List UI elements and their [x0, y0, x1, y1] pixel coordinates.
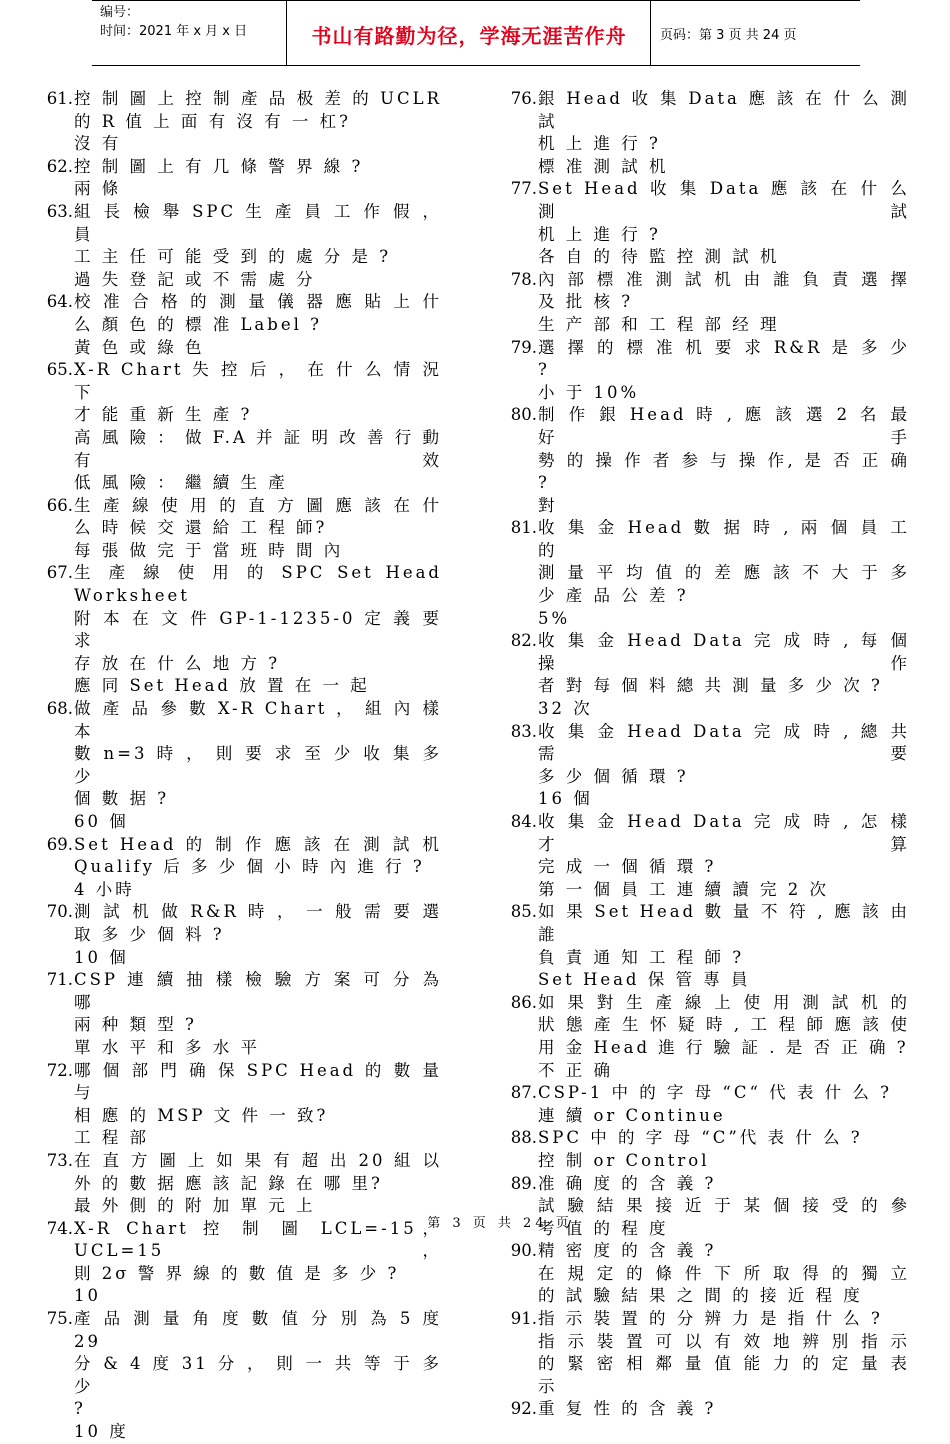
answer-line: 不 正 确 [538, 1060, 613, 1080]
answer-line: 第 一 個 員 工 連 續 讀 完 2 次 [538, 879, 829, 899]
qa-item [506, 1082, 910, 1127]
question-number: 74. [46, 1218, 73, 1238]
answer-line: 10 度 [74, 1422, 129, 1442]
qa-item [42, 201, 442, 291]
question-line: CSP-1 中 的 字 母 “C“ 代 表 什 么 ? [538, 1083, 892, 1103]
answer-line: 工 程 部 [74, 1128, 149, 1148]
page-header [92, 0, 860, 66]
qa-item [506, 517, 910, 630]
question-line: 用 金 Head 進 行 驗 証 . 是 否 正 确 ? [538, 1037, 909, 1057]
answer-line: 示 [538, 1376, 558, 1396]
question-line: 收 集 金 Head Data 完 成 時 , 怎 樣 才 算 [538, 812, 910, 854]
answer-line: 試 驗 結 果 接 近 于 某 個 接 受 的 參 [538, 1196, 910, 1216]
question-line: 銀 Head 收 集 Data 應 該 在 什 么 測 試 [538, 89, 910, 131]
header-meta [100, 3, 247, 41]
question-line: 多 少 個 循 環 ? [538, 766, 689, 786]
question-number: 92. [510, 1399, 537, 1419]
qa-item [42, 88, 442, 156]
answer-line: 考 值 的 程 度 [538, 1218, 669, 1238]
qa-item [42, 562, 442, 698]
qa-item [506, 901, 910, 991]
question-number: 79. [510, 337, 537, 357]
answer-line: Set Head 保 管 專 員 [538, 970, 751, 990]
qa-item [506, 1308, 910, 1398]
question-number: 77. [510, 179, 537, 199]
qa-item [506, 992, 910, 1082]
answer-line: 5% [538, 608, 571, 628]
question-number: 67. [46, 563, 73, 583]
qa-item [42, 834, 442, 902]
qa-item [42, 1308, 442, 1444]
answer-line: 兩 條 [74, 179, 122, 199]
question-line: 者 對 每 個 料 總 共 測 量 多 少 次 ? [538, 676, 883, 696]
qa-item [506, 811, 910, 901]
answer-line: 低 風 險 ： 繼 續 生 產 [74, 473, 288, 493]
answer-line: 60 個 [74, 812, 129, 831]
qa-item [42, 1150, 442, 1218]
answer-line: 各 自 的 待 監 控 測 試 机 [538, 247, 780, 267]
question-line: 控 制 圖 上 控 制 產 品 极 差 的 UCLR [74, 89, 442, 108]
question-line: 附 本 在 文 件 GP-1-1235-0 定 義 要 求 [74, 608, 442, 651]
question-number: 83. [510, 721, 537, 741]
question-line: 外 的 數 据 應 該 記 錄 在 哪 里? [74, 1173, 383, 1193]
qa-item [506, 1398, 910, 1421]
question-line: 校 准 合 格 的 測 量 儀 器 應 貼 上 什 [74, 292, 442, 312]
question-line: 在 直 方 圖 上 如 果 有 超 出 20 組 以 [74, 1150, 442, 1170]
question-line: 產 品 測 量 角 度 數 值 分 別 為 5 度 29 [74, 1309, 442, 1351]
answer-line: 10 [74, 1286, 101, 1306]
question-number: 81. [510, 518, 537, 538]
left-column [42, 88, 442, 1444]
question-number: 87. [510, 1083, 537, 1103]
qa-item [42, 969, 442, 1059]
question-line: 完 成 一 個 循 環 ? [538, 857, 717, 877]
question-number: 69. [46, 834, 73, 854]
answer-line: 小 于 10% [538, 382, 640, 402]
question-line: 如 果 Set Head 數 量 不 符 , 應 該 由 誰 [538, 902, 910, 944]
question-line: 才 能 重 新 生 產 ? [74, 405, 253, 425]
question-number: 73. [46, 1150, 73, 1170]
header-divider [286, 0, 287, 66]
question-line: 內 部 標 准 測 試 机 由 誰 負 責 選 擇 [538, 269, 910, 289]
answer-line: 16 個 [538, 789, 593, 809]
answer-line: 生 产 部 和 工 程 部 经 理 [538, 314, 780, 334]
answer-line: 的 試 驗 結 果 之 間 的 接 近 程 度 [538, 1286, 863, 1306]
motto: 书山有路勤为径，学海无涯苦作舟 [311, 24, 627, 48]
question-line: 收 集 金 Head Data 完 成 時 , 每 個 操 作 [538, 631, 910, 673]
answer-line: 在 規 定 的 條 件 下 所 取 得 的 獨 立 [538, 1263, 910, 1283]
question-line: X-R Chart 失 控 后 ， 在 什 么 情 況 下 [74, 360, 442, 402]
answer-line: 單 水 平 和 多 水 平 [74, 1037, 260, 1057]
question-line: 生 產 線 使 用 的 直 方 圖 應 該 在 什 [74, 495, 442, 515]
answer-line: 沒 有 [74, 134, 122, 154]
question-line: 做 產 品 參 數 X-R Chart ， 組 內 樣 本 [74, 699, 442, 741]
question-line: 重 复 性 的 含 義 ? [538, 1399, 717, 1419]
question-line: Set Head 收 集 Data 應 該 在 什 么 測 試 [538, 179, 910, 221]
question-line: 机 上 進 行 ? [538, 134, 661, 154]
question-line: 如 果 對 生 產 線 上 使 用 測 試 机 的 [538, 992, 910, 1012]
question-line: 測 試 机 做 R&R 時 ， 一 般 需 要 選 [74, 902, 442, 922]
question-number: 90. [510, 1241, 537, 1261]
question-line: 生 產 線 使 用 的 SPC Set Head Worksheet [74, 563, 442, 606]
answer-line: 有 效 [74, 450, 442, 470]
question-number: 65. [46, 360, 73, 380]
question-line: 負 責 通 知 工 程 師 ? [538, 947, 745, 967]
question-number: 75. [46, 1309, 73, 1329]
qa-item [506, 88, 910, 178]
answer-line: 控 制 or Control [538, 1150, 710, 1170]
question-line: 組 長 檢 舉 SPC 生 產 員 工 作 假 ， 員 [74, 201, 442, 244]
qa-item [42, 1218, 442, 1308]
question-number: 88. [510, 1128, 537, 1148]
question-number: 91. [510, 1309, 537, 1329]
question-line: 收 集 金 Head Data 完 成 時 , 總 共 需 要 [538, 721, 910, 764]
question-number: 78. [510, 269, 537, 289]
answer-line: 連 續 or Continue [538, 1105, 726, 1125]
question-line: 數 n=3 時 ， 則 要 求 至 少 收 集 多 少 [74, 744, 442, 786]
answer-line: 應 同 Set Head 放 置 在 一 起 [74, 676, 370, 696]
question-number: 70. [46, 902, 73, 922]
question-line: 工 主 任 可 能 受 到 的 處 分 是 ? [74, 247, 392, 267]
qa-item [42, 901, 442, 969]
question-number: 72. [46, 1060, 73, 1080]
question-number: 68. [46, 699, 73, 719]
qa-item [506, 1240, 910, 1308]
question-number: 85. [510, 902, 537, 922]
question-number: 66. [46, 495, 73, 515]
question-line: 兩 种 類 型 ? [74, 1015, 197, 1035]
qa-item [506, 178, 910, 268]
header-top-rule [92, 0, 860, 1]
question-line: X-R Chart 控 制 圖 LCL=-15， UCL=15， [74, 1218, 442, 1261]
question-line: CSP 連 續 抽 樣 檢 驗 方 案 可 分 為 哪 [74, 970, 442, 1012]
answer-line: 標 准 測 試 机 [538, 156, 669, 176]
answer-line: 10 個 [74, 947, 129, 967]
question-number: 80. [510, 405, 537, 425]
question-line: 收 集 金 Head 數 据 時 , 兩 個 員 工 的 [538, 518, 910, 560]
date-label: 时间：2021 年 x 月 x 日 [100, 24, 248, 39]
answer-line: 4 小時 [74, 879, 135, 899]
question-number: 89. [510, 1173, 537, 1193]
question-number: 61. [46, 89, 73, 108]
question-number: 62. [46, 156, 73, 176]
question-number: 76. [510, 89, 537, 108]
qa-item [42, 359, 442, 495]
page-footer: 第 3 页 共 24 页 [427, 1216, 573, 1231]
question-line: 則 2σ 警 界 線 的 數 值 是 多 少 ? [74, 1263, 400, 1283]
answer-line: 黃 色 或 綠 色 [74, 337, 205, 357]
number-label: 编号： [100, 5, 140, 20]
qa-item [506, 269, 910, 337]
question-line: ? [74, 1399, 86, 1419]
question-line: 存 放 在 什 么 地 方 ? [74, 653, 281, 673]
question-line: 少 產 品 公 差 ? [538, 586, 689, 606]
question-number: 82. [510, 631, 537, 651]
question-line: 哪 個 部 門 确 保 SPC Head 的 數 量 与 [74, 1060, 442, 1103]
qa-item [42, 495, 442, 563]
answer-line: 高 風 險 ： 做 F.A 并 証 明 改 善 行 動 [74, 427, 442, 447]
qa-item [506, 404, 910, 517]
qa-item [506, 1127, 910, 1172]
qa-item [42, 698, 442, 834]
answer-line: 最 外 側 的 附 加 單 元 上 [74, 1196, 316, 1216]
qa-item [506, 337, 910, 405]
question-line: 選 擇 的 標 准 机 要 求 R&R 是 多 少 ? [538, 337, 910, 380]
question-line: SPC 中 的 字 母 “C”代 表 什 么 ? [538, 1128, 863, 1148]
question-line: Qualify 后 多 少 個 小 時 內 進 行 ? [74, 857, 425, 877]
question-line: 机 上 進 行 ? [538, 224, 661, 244]
question-line: 狀 態 產 生 怀 疑 時 , 工 程 師 應 該 使 [538, 1015, 910, 1035]
header-bottom-rule [92, 65, 860, 66]
question-line: 勢 的 操 作 者 参 与 操 作, 是 否 正 确 ? [538, 450, 910, 493]
question-line: 准 确 度 的 含 義 ? [538, 1173, 717, 1193]
question-number: 63. [46, 201, 73, 221]
answer-line: 每 張 做 完 于 當 班 時 間 內 [74, 540, 344, 560]
question-line: 么 時 候 交 還 給 工 程 師? [74, 518, 328, 538]
question-number: 84. [510, 812, 537, 831]
qa-item [506, 630, 910, 720]
question-line: 精 密 度 的 含 義 ? [538, 1241, 717, 1261]
question-line: 指 示 裝 置 的 分 辨 力 是 指 什 么 ? [538, 1309, 883, 1329]
answer-line: 過 失 登 記 或 不 需 處 分 [74, 269, 316, 289]
question-number: 71. [46, 970, 73, 990]
answer-line: 指 示 裝 置 可 以 有 效 地 辨 別 指 示 [538, 1331, 910, 1351]
qa-item [42, 1060, 442, 1150]
question-line: Set Head 的 制 作 應 該 在 測 試 机 [74, 834, 442, 854]
question-line: 控 制 圖 上 有 几 條 警 界 線 ? [74, 156, 364, 176]
answer-line: 32 次 [538, 699, 593, 719]
qa-item [42, 291, 442, 359]
question-line: 取 多 少 個 料 ? [74, 924, 225, 944]
question-line: 分 & 4 度 31 分 ， 則 一 共 等 于 多 少 [74, 1354, 442, 1396]
qa-item [42, 156, 442, 201]
header-divider [650, 0, 651, 66]
question-line: 及 批 核 ? [538, 292, 634, 312]
page-info: 页码：第 3 页 共 24 页 [660, 28, 797, 43]
question-line: 制 作 銀 Head 時 , 應 該 選 2 名 最 好 手 [538, 405, 910, 447]
question-line: 的 R 值 上 面 有 沒 有 一 杠? [74, 111, 351, 131]
question-line: 個 數 据 ? [74, 789, 170, 809]
answer-line: 對 [538, 495, 558, 515]
qa-item [506, 721, 910, 811]
answer-line: 的 緊 密 相 鄰 量 值 能 力 的 定 量 表 [538, 1354, 910, 1374]
question-number: 86. [510, 992, 537, 1012]
question-line: 測 量 平 均 值 的 差 應 該 不 大 于 多 [538, 563, 910, 583]
question-line: 么 顏 色 的 標 准 Label ? [74, 314, 322, 334]
question-number: 64. [46, 292, 73, 312]
question-line: 相 應 的 MSP 文 件 一 致? [74, 1105, 329, 1125]
